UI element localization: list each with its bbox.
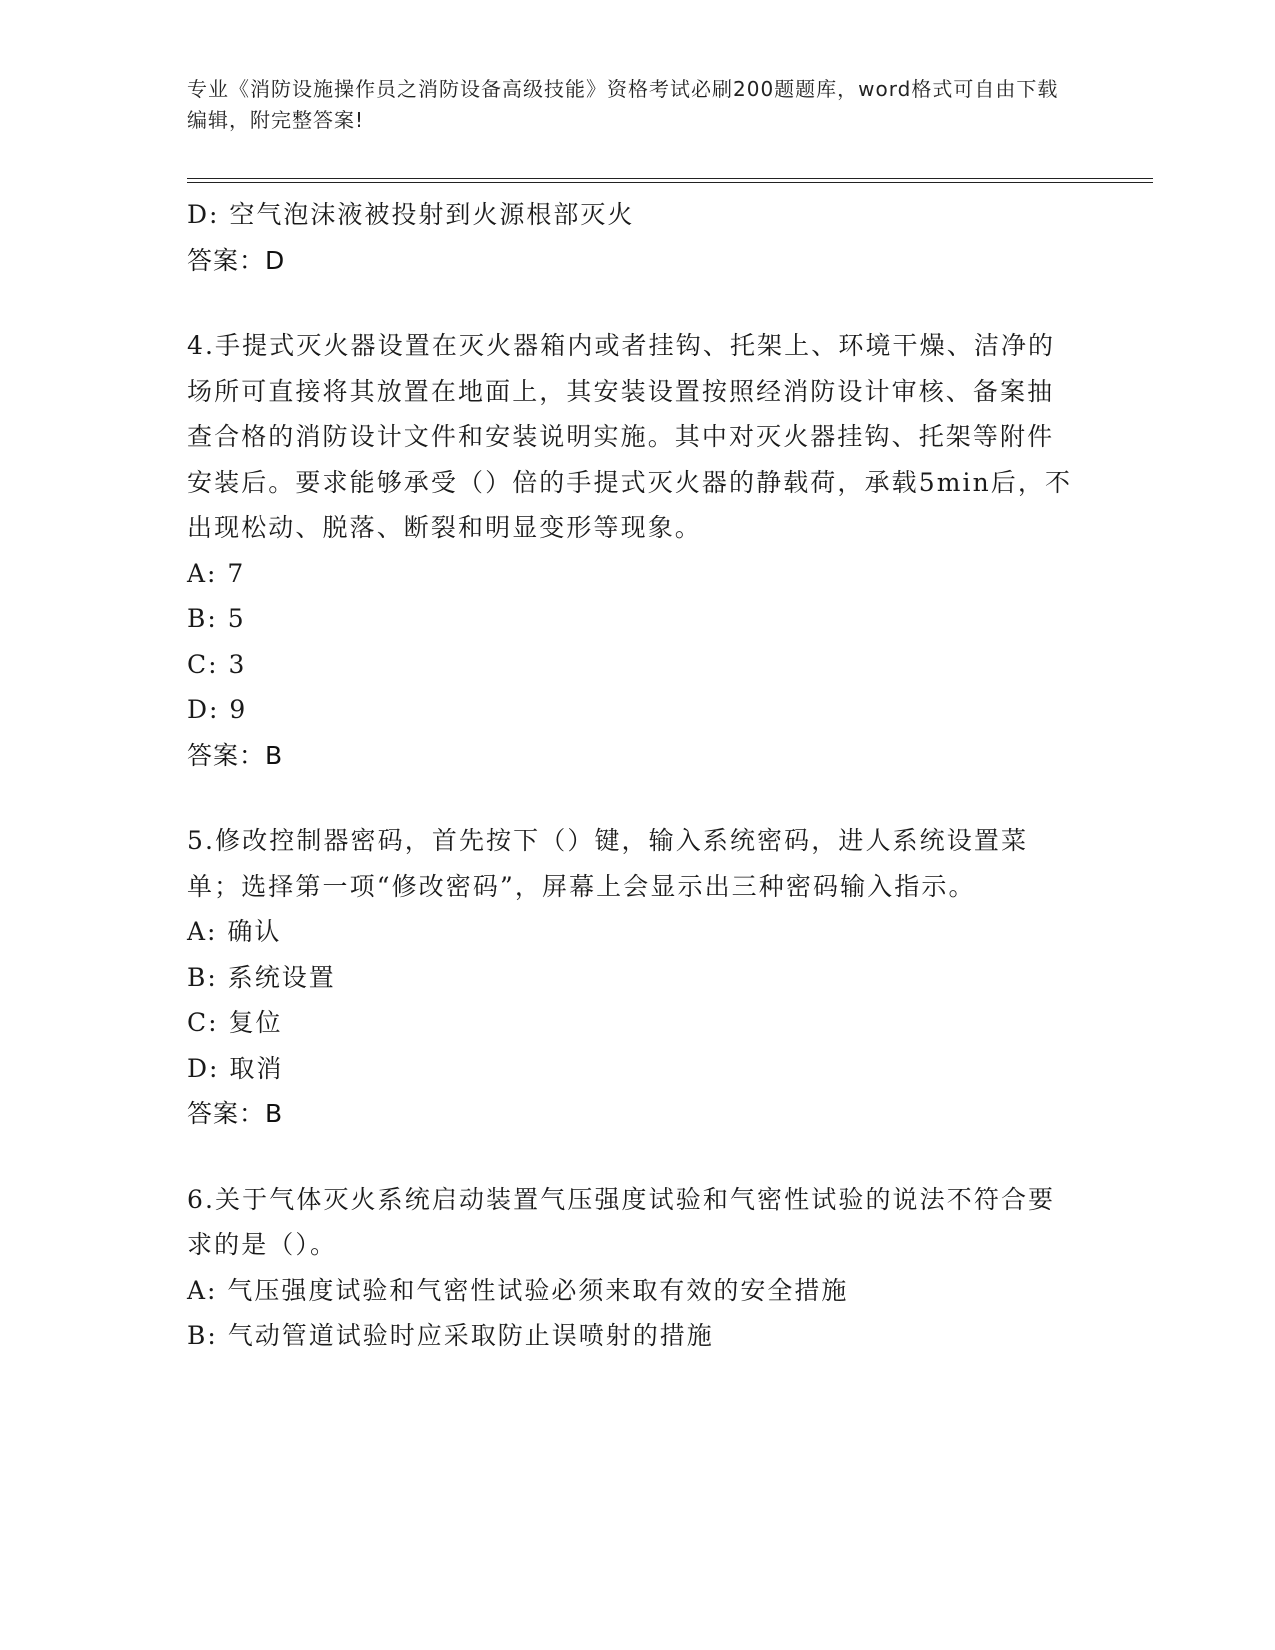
option-b: B: 5 bbox=[187, 604, 246, 633]
question-6 bbox=[187, 1177, 1077, 1359]
question-stem: 5.修改控制器密码，首先按下（）键，输入系统密码，进人系统设置菜单；选择第一项“修改密码”，屏幕上会显示出三种密码输入指示。 bbox=[187, 826, 1029, 901]
option-a: A: 确认 bbox=[187, 917, 282, 946]
option-c: C: 3 bbox=[187, 649, 247, 679]
option-b: B: 气动管道试验时应采取防止误喷射的措施 bbox=[187, 1321, 714, 1350]
answer-line: 答案：B bbox=[187, 740, 284, 770]
option-a: A: 气压强度试验和气密性试验必须来取有效的安全措施 bbox=[187, 1275, 849, 1305]
header-title: 专业《消防设施操作员之消防设备高级技能》资格考试必刷200题题库，word格式可自由下载编辑，附完整答案! bbox=[187, 77, 1059, 132]
option-c: C: 复位 bbox=[187, 1008, 283, 1037]
document-body bbox=[187, 192, 1077, 1359]
spacer bbox=[187, 778, 1077, 818]
question-5 bbox=[187, 818, 1077, 1137]
option-d: D: 空气泡沫液被投射到火源根部灭火 bbox=[187, 200, 635, 229]
option-d: D: 取消 bbox=[187, 1053, 284, 1083]
option-b: B: 系统设置 bbox=[187, 962, 336, 992]
question-3-tail bbox=[187, 192, 1077, 283]
option-d: D: 9 bbox=[187, 695, 248, 724]
option-a: A: 7 bbox=[187, 558, 246, 588]
document-header bbox=[187, 74, 1067, 136]
question-4 bbox=[187, 323, 1077, 778]
answer-line: 答案：B bbox=[187, 1099, 284, 1128]
spacer bbox=[187, 1137, 1077, 1177]
answer-line: 答案：D bbox=[187, 245, 286, 275]
question-stem: 6.关于气体灭火系统启动装置气压强度试验和气密性试验的说法不符合要求的是（）。 bbox=[187, 1184, 1056, 1259]
header-divider bbox=[187, 178, 1153, 183]
question-stem: 4.手提式灭火器设置在灭火器箱内或者挂钩、托架上、环境干燥、洁净的场所可直接将其放置在地面上，其安装设置按照经消防设计审核、备案抽查合格的消防设计文件和安装说明实施。其中对灭火器挂钩、托架等附件安装后。要求能够承受（）倍的手提式灭火器的静载荷，承载5min后，不出现松动、脱落、断裂和明显变形等现象。 bbox=[187, 331, 1073, 542]
spacer bbox=[187, 283, 1077, 323]
